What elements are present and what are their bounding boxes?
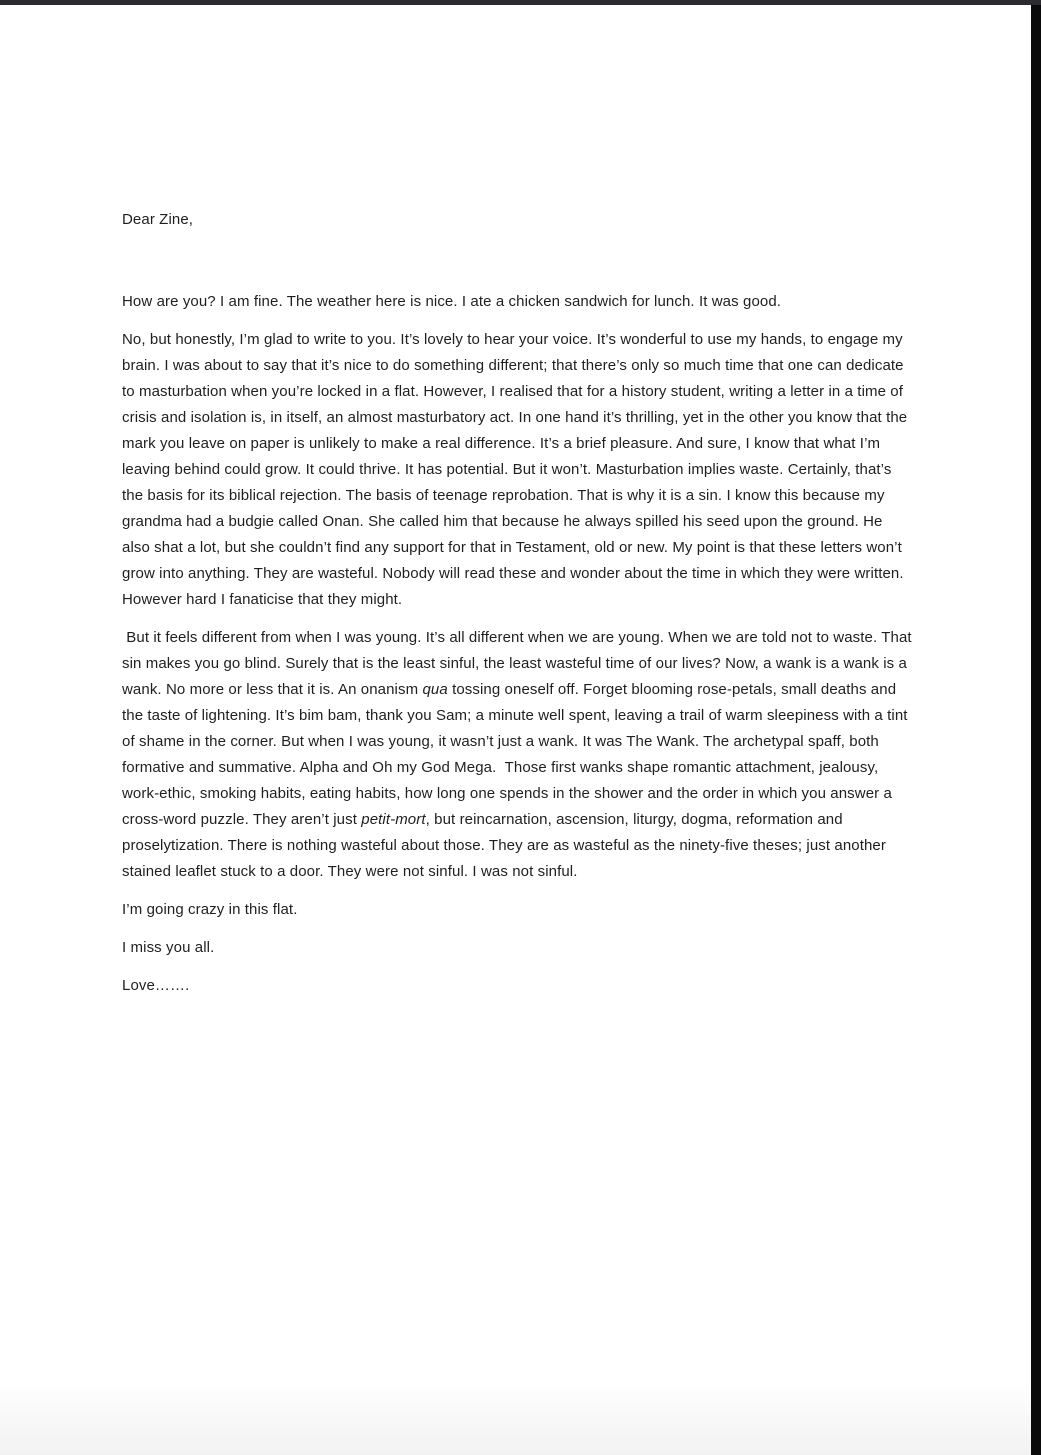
letter-paragraphs <box>122 289 914 999</box>
text-run: I miss you all. <box>122 939 215 956</box>
window-top-edge <box>0 0 1041 5</box>
text-run: I’m going crazy in this flat. <box>122 901 298 918</box>
text-run: No, but honestly, I’m glad to write to you. It’s lovely to hear your voice. It’s wonderful to use my hands, to engage my brain. I was about to say that it’s nice to do something different; that there’s only so much time that one can dedicate to masturbation when you’re locked in a flat. However, I realised that for a history student, writing a letter in a time of crisis and isolation is, in itself, an almost masturbatory act. In one hand it’s thrilling, yet in the other you know that the mark you leave on paper is unlikely to make a real difference. It’s a brief pleasure. And sure, I know that what I’m leaving behind could grow. It could thrive. It has potential. But it won’t. Masturbation implies waste. Certainly, that’s the basis for its biblical rejection. The basis of teenage reprobation. That is why it is a sin. I know this because my grandma had a budgie called Onan. She called him that because he always spilled his seed upon the ground. He also shat a lot, but she couldn’t find any support for that in Testament, old or new. My point is that these letters won’t grow into anything. They are wasteful. Nobody will read these and wonder about the time in which they were written. However hard I fanaticise that they might. <box>122 331 912 608</box>
letter-paragraph <box>122 625 914 885</box>
text-run: How are you? I am fine. The weather here is nice. I ate a chicken sandwich for lunch. It was good. <box>122 293 782 310</box>
page-bottom-fade <box>0 1380 1041 1455</box>
italic-text-run: petit-mort <box>361 811 426 828</box>
text-run: But it feels different from when I was young. It’s all different when we are young. When we are told not to waste. That sin makes you go blind. Surely that is the least sinful, the least wasteful time of our lives? Now, a wank is a wank is a wank. No more or less that it is. An onanism <box>122 629 916 698</box>
letter-paragraph <box>122 327 914 613</box>
italic-text-run: qua <box>422 681 448 698</box>
text-run: , but reincarnation, ascension, liturgy, dogma, reformation and proselytization. There is nothing wasteful about those. They are as wasteful as the ninety-five theses; just another stained leaflet stuck to a door. They were not sinful. I was not sinful. <box>122 811 891 880</box>
letter-paragraph <box>122 897 914 923</box>
letter-content <box>122 207 914 1011</box>
letter-paragraph <box>122 289 914 315</box>
letter-paragraph <box>122 935 914 961</box>
salutation: Dear Zine, <box>122 211 194 228</box>
text-run: tossing oneself off. Forget blooming rose-petals, small deaths and the taste of lightening. It’s bim bam, thank you Sam; a minute well spent, leaving a trail of warm sleepiness with a tint of shame in the corner. But when I was young, it wasn’t just a wank. It was The Wank. The archetypal spaff, both formative and summative. Alpha and Oh my God Mega. Those first wanks shape romantic attachment, jealousy, work-ethic, smoking habits, eating habits, how long one spends in the shower and the order in which you answer a cross-word puzzle. They aren’t just <box>122 681 912 828</box>
text-run: Love……. <box>122 977 190 994</box>
window-right-edge <box>1031 0 1041 1455</box>
letter-paragraph <box>122 973 914 999</box>
